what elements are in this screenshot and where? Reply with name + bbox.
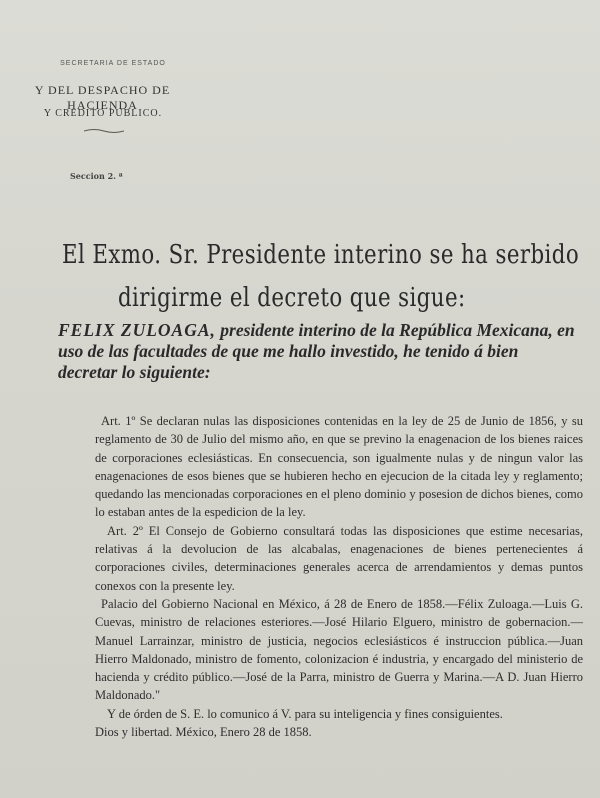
lead-text: presidente interino de la República Mexicana, en uso de las facultades de que me hallo investido, he tenido á bien decretar lo siguiente: [58, 320, 575, 382]
article-1: Art. 1º Se declaran nulas las disposiciones contenidas en la ley de 25 de Junio de 1856, y su reglamento de 30 de Julio del mismo año, en que se previno la enagenacion de los bienes raices de corporaciones eclesiásticas. En consecuencia, son igualmente nulas y de ningun valor las enagenaciones de esos bienes que se hubieren hecho en ejecucion de la citada ley y reglamento; quedando las mencionadas corporaciones en el pleno dominio y posesion de dichos bienes, como lo estaban antes de la espedicion de la ley. [95, 414, 583, 520]
title-line-2: dirigirme el decreto que sigue: [118, 283, 466, 313]
header-despacho: Y DEL DESPACHO DE HACIENDA [34, 83, 171, 112]
header-secretaria: SECRETARIA DE ESTADO [60, 60, 166, 67]
header-credito: Y CREDITO PUBLICO. [43, 108, 163, 119]
lead-name: FELIX ZULOAGA, [58, 320, 216, 340]
title-line-1: El Exmo. Sr. Presidente interino se ha serbido [62, 240, 580, 270]
orden-paragraph: Y de órden de S. E. lo comunico á V. para su inteligencia y fines consiguientes. [107, 706, 503, 721]
decree-lead [58, 320, 578, 383]
palacio-paragraph: Palacio del Gobierno Nacional en México, á 28 de Enero de 1858.—Félix Zuloaga.—Luis G. Cuevas, ministro de relaciones esteriores.—José Hilario Elguero, ministro de gobernacion.—Manuel Larrainzar, ministro de justicia, negocios eclesiásticos é instruccion pública.—Juan Hierro Maldonado, ministro de fomento, colonizacion é industria, y encargado del ministerio de hacienda y crédito público.—José de la Parra, ministro de Guerra y Marina.—A D. Juan Hierro Maldonado." [95, 596, 583, 703]
closing-line: Dios y libertad. México, Enero 28 de 1858. [95, 725, 312, 740]
article-2: Art. 2º El Consejo de Gobierno consultará todas las disposiciones que estime necesarias, relativas á la devolucion de las alcabalas, enagenaciones de bienes pertenecientes á corporaciones civiles, determinaciones generales acerca de arrendamientos y demas puntos conexos con la presente ley. [95, 523, 583, 593]
decree-body [95, 412, 583, 741]
ornament-rule [84, 128, 124, 134]
section-label: Seccion 2. ª [70, 171, 123, 181]
